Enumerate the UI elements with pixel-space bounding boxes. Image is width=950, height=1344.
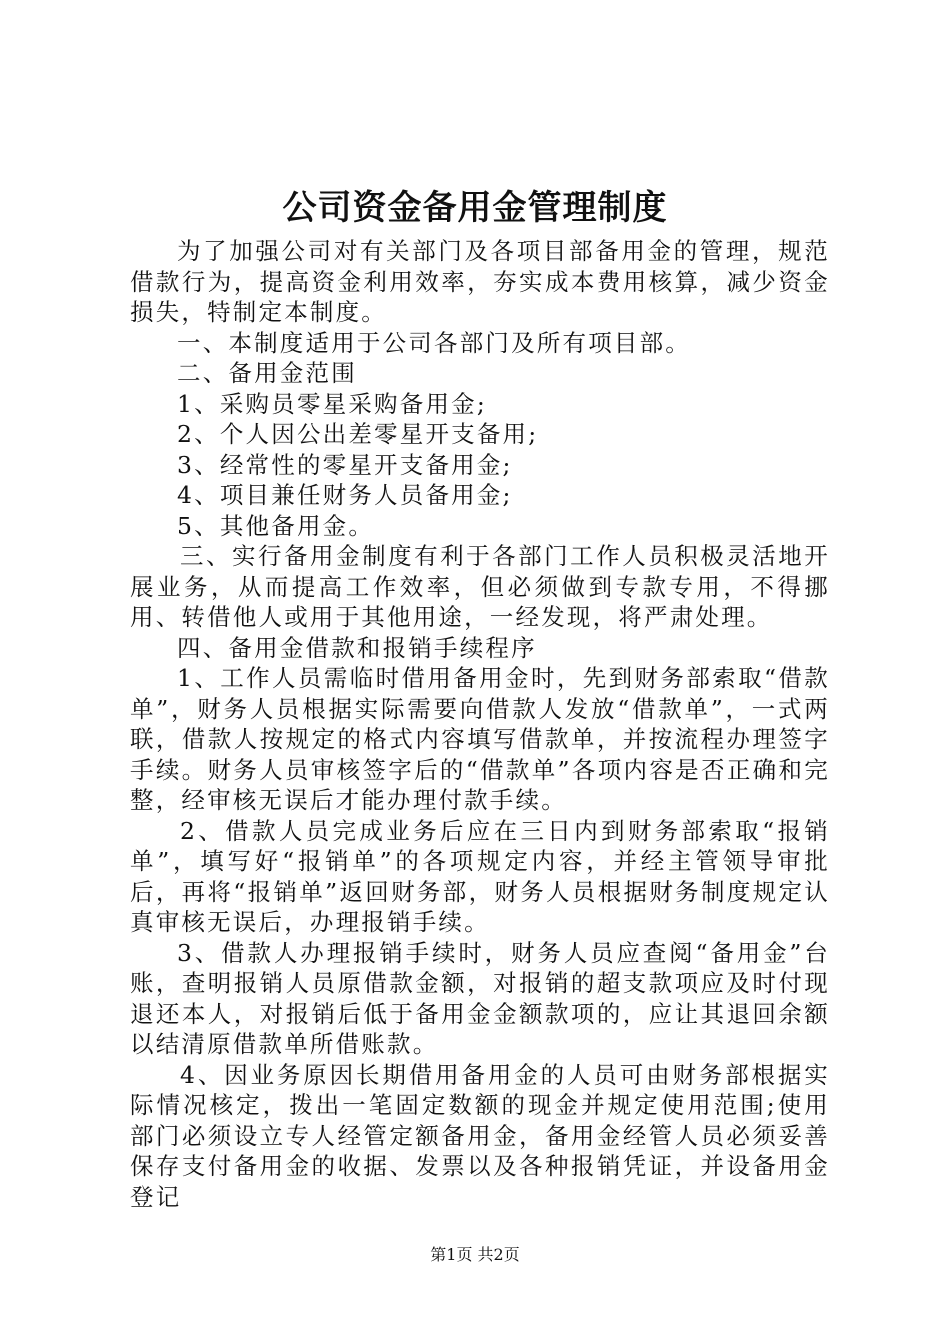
paragraph-section-1: 一、本制度适用于公司各部门及所有项目部。	[177, 328, 691, 357]
paragraph-section-2: 二、备用金范围	[177, 359, 357, 387]
procedure-item-4: 4、因业务原因长期借用备用金的人员可由财务部根据实际情况核定，拨出一笔固定数额的现金并规定使用范围;使用部门必须设立专人经管定额备用金，备用金经管人员必须妥善保存支付备用金的收据、发票以及各种报销凭证，并设备用金登记	[130, 1060, 830, 1211]
list-item: 4、项目兼任财务人员备用金;	[177, 481, 513, 509]
list-item: 1、采购员零星采购备用金;	[177, 389, 487, 418]
paragraph-section-3: 三、实行备用金制度有利于各部门工作人员积极灵活地开展业务，从而提高工作效率，但必须做到专款专用，不得挪用、转借他人或用于其他用途，一经发现，将严肃处理。	[130, 542, 830, 631]
list-item: 3、经常性的零星开支备用金;	[177, 450, 513, 479]
procedure-item-3: 3、借款人办理报销手续时，财务人员应查阅“备用金”台账，查明报销人员原借款金额，对报销的超支款项应及时付现退还本人，对报销后低于备用金金额款项的，应让其退回余额以结清原借款单所借账款。	[130, 938, 830, 1058]
document-title: 公司资金备用金管理制度	[282, 188, 668, 228]
list-item: 2、个人因公出差零星开支备用;	[177, 420, 539, 448]
document-body	[130, 236, 830, 1212]
paragraph-section-4: 四、备用金借款和报销手续程序	[177, 633, 537, 662]
procedure-item-1: 1、工作人员需临时借用备用金时，先到财务部索取“借款单”，财务人员根据实际需要向借款人发放“借款单”，一式两联，借款人按规定的格式内容填写借款单，并按流程办理签字手续。财务人员审核签字后的“借款单”各项内容是否正确和完整，经审核无误后才能办理付款手续。	[130, 664, 830, 814]
list-item: 5、其他备用金。	[177, 511, 375, 540]
paragraph-intro: 为了加强公司对有关部门及各项目部备用金的管理，规范借款行为，提高资金利用效率，夯实成本费用核算，减少资金损失，特制定本制度。	[130, 237, 830, 326]
procedure-item-2: 2、借款人员完成业务后应在三日内到财务部索取“报销单”，填写好“报销单”的各项规定内容，并经主管领导审批后，再将“报销单”返回财务部，财务人员根据财务制度规定认真审核无误后，办理报销手续。	[130, 816, 830, 936]
page-footer: 第1页 共2页	[430, 1245, 520, 1264]
